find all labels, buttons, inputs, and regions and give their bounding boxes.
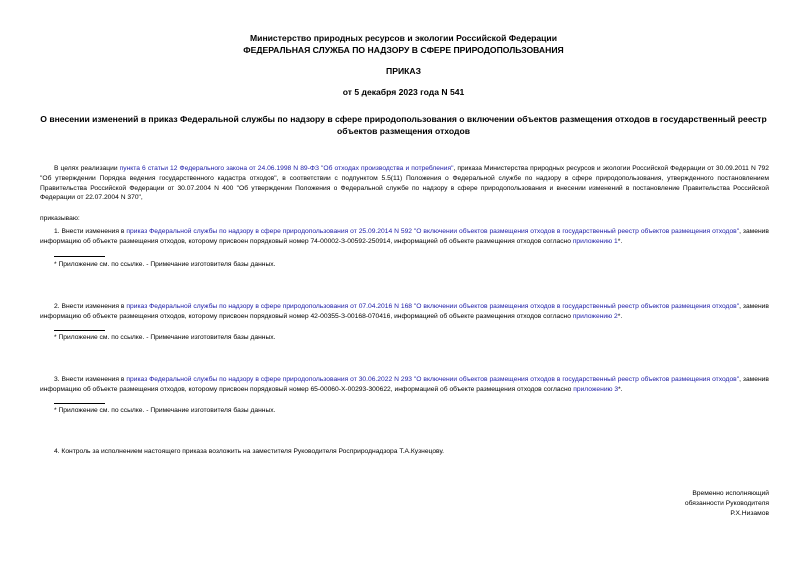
signature-position-line2: обязанности Руководителя	[684, 500, 769, 507]
item-3-text-end: *.	[618, 385, 623, 393]
item-2-text-end: *.	[617, 312, 623, 320]
item-3-text-mid: , заменив информацию об объекте размещения отходов, которому присвоен порядковый номер 65-00060-Х-00293-300622, информацией об объекте размещения отходов согласно	[40, 376, 769, 393]
item-1-order-link[interactable]: приказ Федеральной службы по надзору в сфере природопользования от 25.09.2014 N 592 "О включении объектов размещения отходов в государственный реестр объектов размещения отходов"	[126, 228, 740, 235]
footnote-1: * Приложение см. по ссылке. - Примечание изготовителя базы данных.	[54, 261, 276, 268]
item-1-text: 1. Внести изменения в	[54, 228, 127, 235]
footnote-3: * Приложение см. по ссылке. - Примечание изготовителя базы данных.	[54, 407, 276, 414]
footnote-divider-3	[54, 403, 105, 404]
item-2-order-link[interactable]: приказ Федеральной службы по надзору в сфере природопользования от 07.04.2016 N 168 "О включении объектов размещения отходов в государственный реестр объектов размещения отходов"	[126, 303, 740, 310]
item-3-text: 3. Внести изменения в	[54, 376, 127, 383]
law-89-fz-link[interactable]: пункта 6 статьи 12 Федерального закона от 24.06.1998 N 89-ФЗ "Об отходах производства и потребления"	[119, 165, 454, 172]
footnote-2: * Приложение см. по ссылке. - Примечание изготовителя базы данных.	[54, 334, 276, 341]
signatory-name: Р.Х.Низамов	[730, 510, 769, 517]
ministry-name: Министерство природных ресурсов и экологии Российской Федерации	[250, 33, 557, 43]
footnote-divider-2	[54, 330, 105, 331]
appendix-2-link[interactable]: приложению 2	[572, 312, 618, 320]
document-date-number: от 5 декабря 2023 года N 541	[342, 87, 465, 97]
item-3-order-link[interactable]: приказ Федеральной службы по надзору в сфере природопользования от 30.06.2022 N 293 "О включении объектов размещения отходов в государственный реестр объектов размещения отходов"	[126, 376, 740, 383]
appendix-1-link[interactable]: приложению 1	[572, 237, 618, 245]
order-item-2	[40, 302, 769, 322]
item-1-text-end: *.	[617, 237, 623, 245]
preamble-paragraph	[40, 164, 769, 203]
order-item-4: 4. Контроль за исполнением настоящего приказа возложить на заместителя Руководителя Росприроднадзора Т.А.Кузнецову.	[54, 448, 444, 455]
order-item-1	[40, 227, 769, 247]
document-type: ПРИКАЗ	[386, 66, 421, 76]
signature-position-line1: Временно исполняющий	[692, 490, 769, 497]
preamble-text: В целях реализации	[54, 165, 120, 172]
item-2-text-mid: , заменив информацию об объекте размещения отходов, которому присвоен порядковый номер 42-00355-З-00168-070416, информацией об объекте размещения отходов согласно	[40, 303, 769, 320]
document-title: О внесении изменений в приказ Федеральной службы по надзору в сфере природопользования о включении объектов размещения отходов в государственный реестр объектов размещения отходов	[40, 114, 767, 136]
item-1-text-mid: , заменив информацию об объекте размещения отходов, которому присвоен порядковый номер 74-00002-З-00592-250914, информацией об объекте размещения отходов согласно	[40, 228, 769, 245]
service-name: ФЕДЕРАЛЬНАЯ СЛУЖБА ПО НАДЗОРУ В СФЕРЕ ПРИРОДОПОЛЬЗОВАНИЯ	[243, 45, 564, 55]
appendix-3-link[interactable]: приложению 3	[573, 385, 619, 393]
order-item-3	[40, 375, 769, 395]
footnote-divider-1	[54, 256, 105, 257]
order-word: приказываю:	[40, 215, 80, 222]
preamble-text-rest: , приказа Министерства природных ресурсов и экологии Российской Федерации от 30.09.2011 N 792 "Об утверждении Порядка ведения государственного кадастра отходов", в соответствии с подпунктом 5.5(11) Положения о Федеральной службе по надзору в сфере природопользования, утвержденного постановлением Правительства Российской Федерации от 30.07.2004 N 400 "Об утверждении Положения о Федеральной службе по надзору в сфере природопользования и внесении изменений в постановление Правительства Российской Федерации от 22.07.2004 N 370",	[40, 165, 769, 202]
item-2-text: 2. Внести изменения в	[54, 303, 127, 310]
